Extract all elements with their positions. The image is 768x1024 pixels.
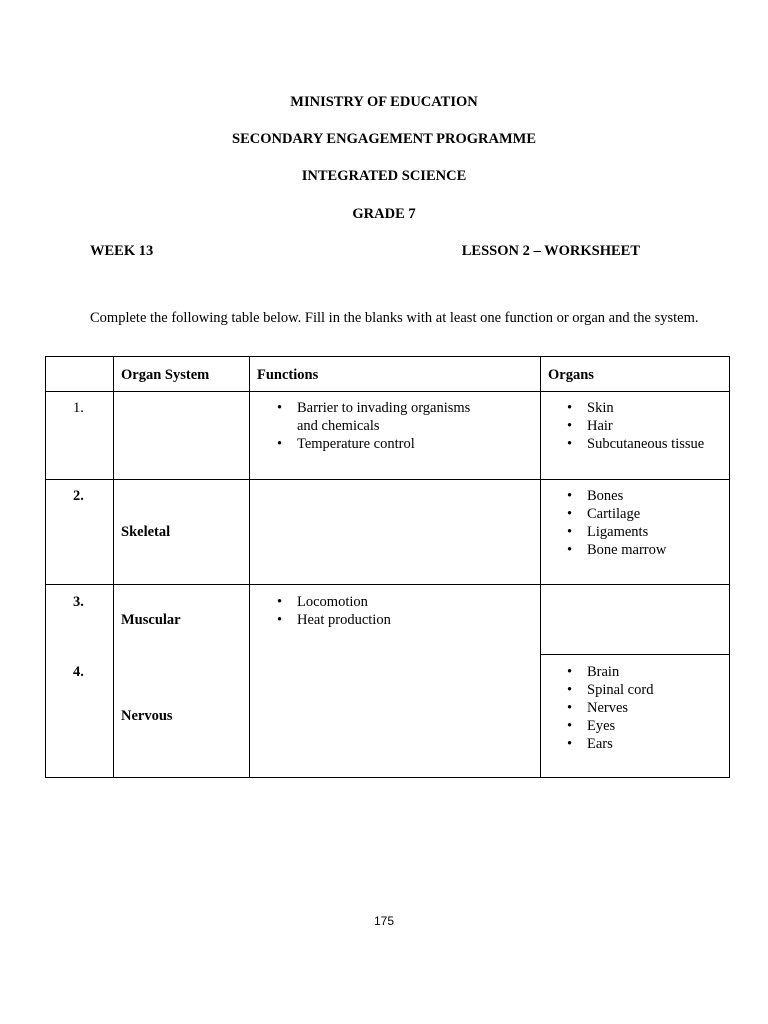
- row-1-organ-3: • Subcutaneous tissue: [561, 435, 726, 453]
- header-organ-system: Organ System: [121, 367, 210, 383]
- page-number: 175: [373, 914, 395, 928]
- row-2-organ-4: • Bone marrow: [561, 541, 726, 559]
- row-2-organs: [561, 487, 726, 559]
- lesson-label: LESSON 2 – WORKSHEET: [461, 243, 640, 259]
- organ-systems-table: [45, 356, 730, 778]
- row-1-number: 1.: [73, 400, 84, 416]
- row-1-organ-1: • Skin: [561, 399, 726, 417]
- row-4-organ-1: • Brain: [561, 663, 726, 681]
- row-3-system: Muscular: [121, 612, 181, 628]
- programme-heading: SECONDARY ENGAGEMENT PROGRAMME: [232, 131, 536, 147]
- row-4-organ-3: • Nerves: [561, 699, 726, 717]
- row-1-functions: [271, 399, 531, 453]
- header-functions: Functions: [257, 367, 319, 383]
- row-3-functions: [271, 593, 531, 629]
- row-1-organs: [561, 399, 726, 453]
- row-4-organ-4: • Eyes: [561, 717, 726, 735]
- instructions-text: Complete the following table below. Fill in the blanks with at least one function or organ and the system.: [90, 310, 699, 326]
- week-label: WEEK 13: [90, 243, 154, 259]
- row-2-organ-3: • Ligaments: [561, 523, 726, 541]
- row-1-function-2: • Temperature control: [271, 435, 531, 453]
- subject-heading: INTEGRATED SCIENCE: [301, 168, 467, 184]
- header-organs: Organs: [548, 367, 594, 383]
- grade-heading: GRADE 7: [352, 206, 416, 222]
- row-2-organ-1: • Bones: [561, 487, 726, 505]
- row-4-organs: [561, 663, 726, 753]
- row-3-number: 3.: [73, 594, 84, 610]
- row-4-organ-2: • Spinal cord: [561, 681, 726, 699]
- ministry-heading: MINISTRY OF EDUCATION: [290, 94, 478, 110]
- row-1-function-1: • Barrier to invading organisms and chemicals: [271, 399, 487, 435]
- row-4-number: 4.: [73, 664, 84, 680]
- row-4-system: Nervous: [121, 708, 173, 724]
- row-4-organ-5: • Ears: [561, 735, 726, 753]
- row-2-number: 2.: [73, 488, 84, 504]
- row-1-organ-2: • Hair: [561, 417, 726, 435]
- row-2-system: Skeletal: [121, 524, 171, 540]
- row-3-function-1: • Locomotion: [271, 593, 531, 611]
- row-2-organ-2: • Cartilage: [561, 505, 726, 523]
- row-3-function-2: • Heat production: [271, 611, 531, 629]
